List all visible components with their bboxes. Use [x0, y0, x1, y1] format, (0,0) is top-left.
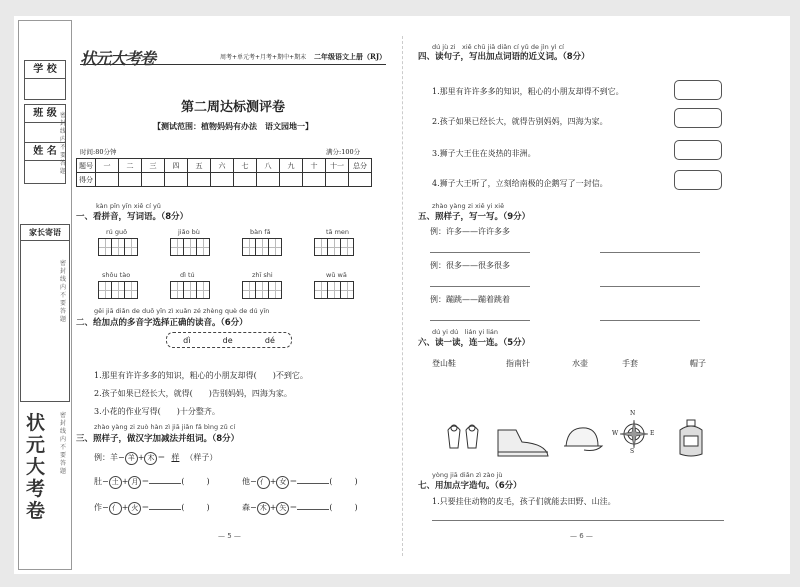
q4-sentence-4: 4.狮子大王听了，立刻给南极的企鹅写了一封信。: [432, 179, 608, 188]
score-row-label: 得分: [77, 173, 96, 187]
q5-answer-line[interactable]: [430, 320, 530, 321]
q2-title: 二、给加点的多音字选择正确的读音。（6分）: [76, 318, 248, 328]
q4-title: 四、读句子，写出加点词语的近义词。（8分）: [418, 52, 590, 62]
parent-message-label: 家长寄语: [20, 224, 70, 242]
q3-example-prefix: 例：: [94, 453, 110, 462]
score-col: 四: [165, 159, 188, 173]
q6-word: 帽子: [690, 359, 706, 368]
score-col: 六: [211, 159, 234, 173]
q3-item-1: 肚− 土 + 月 ＝ ( ): [94, 476, 210, 489]
q5-answer-line[interactable]: [600, 252, 700, 253]
score-cell[interactable]: [280, 173, 303, 187]
q3-answer-blank[interactable]: [149, 509, 181, 510]
score-cell[interactable]: [188, 173, 211, 187]
time-limit: 时间:80分钟: [80, 148, 117, 156]
score-cell[interactable]: [349, 173, 372, 187]
q6-word: 手套: [622, 359, 638, 368]
q4-answer-box[interactable]: [674, 140, 722, 160]
q3-char: 羊: [110, 453, 118, 462]
class-label: 班 级: [24, 104, 66, 124]
q1-word-pinyin: rú guǒ: [106, 228, 128, 236]
header-grade: 二年级语文上册（RJ）: [314, 52, 387, 61]
q6-pinyin: dú yi dú lián yi lián: [432, 328, 498, 336]
score-cell[interactable]: [142, 173, 165, 187]
score-cell[interactable]: [165, 173, 188, 187]
q2-option: de: [222, 335, 233, 345]
q5-example-3: 例：蹦跳——蹦着跳着: [430, 295, 510, 304]
q3-char: 森: [242, 503, 250, 512]
score-cell[interactable]: [326, 173, 349, 187]
q5-example-2: 例：很多——很多很多: [430, 261, 510, 270]
exam-sheet: [14, 16, 790, 574]
q7-pinyin: yòng jiā diǎn zì zào jù: [432, 471, 503, 479]
q3-example-word: （样子）: [185, 453, 218, 462]
q3-answer-blank[interactable]: [149, 483, 181, 484]
compass-icon[interactable]: [619, 419, 649, 449]
q2-pinyin: gěi jiā diǎn de duō yīn zì xuǎn zé zhèng què de dú yīn: [94, 307, 270, 315]
score-col: 十: [303, 159, 326, 173]
q1-word-pinyin: wǔ wā: [326, 271, 347, 279]
q3-title: 三、照样子，做汉字加减法并组词。（8分）: [76, 434, 240, 444]
q1-word-pinyin: bàn fǎ: [250, 228, 271, 236]
q3-example-answer: 样: [171, 453, 180, 462]
q3-circle-char: 月: [128, 476, 141, 489]
q3-circle-char: 羊: [125, 452, 138, 465]
q1-answer-grid[interactable]: [170, 238, 210, 256]
score-cell[interactable]: [96, 173, 119, 187]
score-col: 五: [188, 159, 211, 173]
cap-icon[interactable]: [560, 424, 604, 456]
q1-answer-grid[interactable]: [98, 238, 138, 256]
score-col: 九: [280, 159, 303, 173]
school-label: 学 校: [24, 60, 66, 80]
page-title: 第二周达标测评卷: [180, 100, 285, 115]
q2-sentence-1: 1.那里有许许多多的知识，粗心的小朋友却得( )不到它。: [94, 371, 308, 380]
q3-circle-char: 木: [257, 502, 270, 515]
q1-answer-grid[interactable]: [98, 281, 138, 299]
score-cell[interactable]: [211, 173, 234, 187]
q7-title: 七、用加点字造句。（6分）: [418, 481, 522, 491]
q1-word-pinyin: jiǎo bù: [178, 228, 200, 236]
seal-line-note-2: 密封线内不要答题: [60, 260, 67, 323]
q1-word-pinyin: shǒu tào: [102, 271, 131, 279]
score-col: 一: [96, 159, 119, 173]
q4-sentence-2: 2.孩子如果已经长大，就得告别妈妈，四海为家。: [432, 117, 608, 126]
q6-word: 登山鞋: [432, 359, 456, 368]
q4-answer-box[interactable]: [674, 80, 722, 100]
q7-answer-line[interactable]: [432, 520, 724, 521]
full-score: 满分:100分: [326, 148, 361, 156]
q4-answer-box[interactable]: [674, 170, 722, 190]
q5-answer-line[interactable]: [430, 286, 530, 287]
q3-char: 作: [94, 503, 102, 512]
q5-pinyin: zhào yàng zi xiě yi xiě: [432, 202, 505, 210]
q3-answer-blank[interactable]: [297, 509, 329, 510]
q3-pinyin: zhào yàng zi zuò hàn zì jiā jiǎn fǎ bìng zǔ cí: [94, 423, 236, 431]
score-table-header-row: [77, 159, 372, 173]
q4-answer-box[interactable]: [674, 108, 722, 128]
q3-item-4: 森− 木 + 矢 ＝ ( ): [242, 502, 358, 515]
q3-answer-blank[interactable]: [297, 483, 329, 484]
score-table: [76, 158, 372, 187]
q1-answer-grid[interactable]: [314, 281, 354, 299]
q6-title: 六、读一读，连一连。（5分）: [418, 338, 531, 348]
q5-answer-line[interactable]: [600, 320, 700, 321]
score-col: 总分: [349, 159, 372, 173]
score-table-score-row: [77, 173, 372, 187]
water-bottle-icon[interactable]: [674, 418, 708, 460]
q5-answer-line[interactable]: [430, 252, 530, 253]
q4-pinyin: dú jù zi xiě chū jiā diǎn cí yǔ de jìn yì cí: [432, 43, 564, 51]
hiking-boot-icon[interactable]: [494, 426, 552, 460]
q3-item-3: 作− 亻 + 火 ＝ ( ): [94, 502, 210, 515]
q7-sentence-1: 1.只要挂住动物的皮毛，孩子们就能去田野、山洼。: [432, 497, 616, 506]
gloves-icon[interactable]: [442, 420, 488, 458]
seal-line-note-1: 密封线内不要答题: [60, 112, 67, 175]
q2-option: dé: [264, 335, 275, 345]
q2-sentence-3: 3.小花的作业写得( )十分整齐。: [94, 407, 220, 416]
name-label: 姓 名: [24, 142, 66, 162]
q3-circle-char: 矢: [276, 502, 289, 515]
q1-answer-grid[interactable]: [242, 281, 282, 299]
score-col: 八: [257, 159, 280, 173]
q1-word-pinyin: dì tú: [180, 271, 195, 279]
score-cell[interactable]: [303, 173, 326, 187]
q1-word-pinyin: zhī shi: [252, 271, 273, 279]
q1-pinyin: kàn pīn yīn xiě cí yǔ: [96, 202, 161, 210]
q6-word: 水壶: [572, 359, 588, 368]
q3-char: 肚: [94, 477, 102, 486]
seal-line-note-3: 密封线内不要答题: [60, 412, 67, 475]
compass-east-label: E: [650, 430, 655, 437]
header-tagline: 周考+单元考+月考+期中+期末: [220, 54, 307, 61]
score-col: 七: [234, 159, 257, 173]
q1-title: 一、看拼音，写词语。（8分）: [76, 212, 189, 222]
compass-west-label: W: [612, 430, 619, 437]
score-col: 三: [142, 159, 165, 173]
q3-circle-char: 亻: [109, 502, 122, 515]
q1-answer-grid[interactable]: [170, 281, 210, 299]
score-col: 二: [119, 159, 142, 173]
q1-answer-grid[interactable]: [314, 238, 354, 256]
score-cell[interactable]: [234, 173, 257, 187]
q6-word: 指南针: [506, 359, 530, 368]
q3-item-2: 他− 亻 + 女 ＝ ( ): [242, 476, 358, 489]
q3-circle-char: 木: [144, 452, 157, 465]
q4-sentence-3: 3.狮子大王住在炎热的非洲。: [432, 149, 536, 158]
compass-north-label: N: [630, 410, 636, 417]
q2-option-box: [166, 332, 292, 348]
q5-example-1: 例：许多——许许多多: [430, 227, 510, 236]
score-cell[interactable]: [257, 173, 280, 187]
compass-south-label: S: [630, 448, 635, 455]
q5-answer-line[interactable]: [600, 286, 700, 287]
q5-title: 五、照样子，写一写。（9分）: [418, 212, 531, 222]
q4-sentence-1: 1.那里有许许多多的知识，粗心的小朋友却得不到它。: [432, 87, 624, 96]
test-scope: 【测试范围：植物妈妈有办法 语文园地一】: [153, 122, 313, 131]
q1-word-pinyin: tā men: [326, 228, 350, 236]
q3-circle-char: 亻: [257, 476, 270, 489]
school-field[interactable]: [24, 78, 66, 100]
page-divider: [402, 36, 403, 556]
score-col: 题号: [77, 159, 96, 173]
q3-char: 他: [242, 477, 250, 486]
header-logo: 状元大考卷: [80, 49, 156, 68]
sidebar-logo: 状元大考卷: [26, 412, 46, 522]
page-number-right: — 6 —: [570, 532, 593, 540]
q3-circle-char: 土: [109, 476, 122, 489]
q3-circle-char: 火: [128, 502, 141, 515]
q1-answer-grid[interactable]: [242, 238, 282, 256]
page-number-left: — 5 —: [218, 532, 241, 540]
q2-option: dì: [183, 335, 191, 345]
q2-sentence-2: 2.孩子如果已经长大，就得( )告别妈妈，四海为家。: [94, 389, 292, 398]
score-col: 十一: [326, 159, 349, 173]
q3-example: 例：羊− 羊 + 木 ＝ 样 （样子）: [94, 452, 217, 465]
q3-circle-char: 女: [276, 476, 289, 489]
score-cell[interactable]: [119, 173, 142, 187]
header-rule: [80, 64, 386, 65]
